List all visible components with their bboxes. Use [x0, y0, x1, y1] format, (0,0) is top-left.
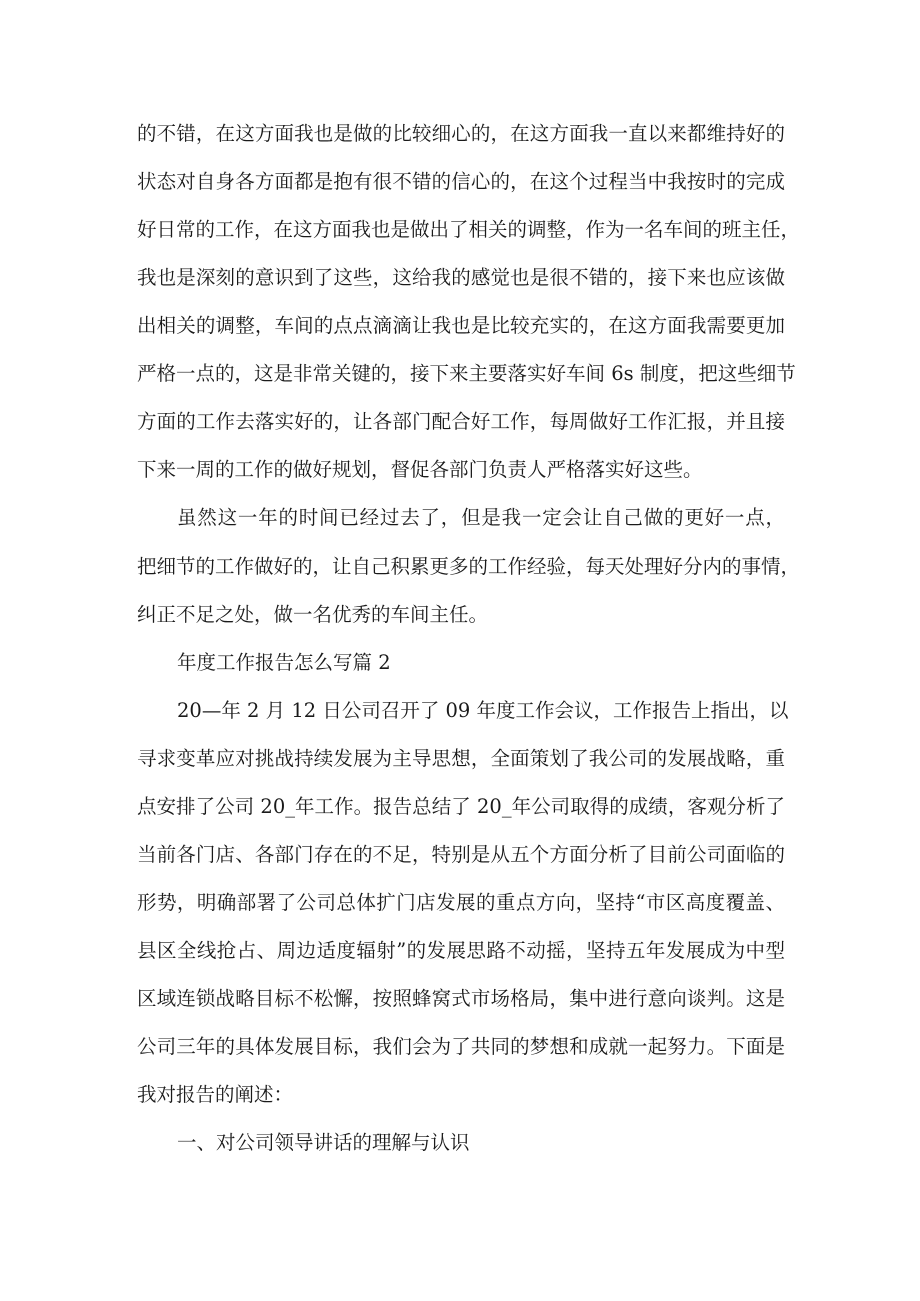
- subsection-title: 一、对公司领导讲话的理解与认识: [177, 1131, 470, 1154]
- paragraph-2-line-1: 虽然这一年的时间已经过去了，但是我一定会让自己做的更好一点，: [177, 506, 785, 529]
- paragraph-1-line-2: 状态对自身各方面都是抱有很不错的信心的，在这个过程当中我按时的完成: [137, 170, 785, 193]
- paragraph-3-line-5: 形势，明确部署了公司总体扩门店发展的重点方向，坚持“市区高度覆盖、: [137, 891, 785, 914]
- paragraph-2-line-3: 纠正不足之处，做一名优秀的车间主任。: [137, 603, 489, 626]
- paragraph-3-line-4: 当前各门店、各部门存在的不足，特别是从五个方面分析了目前公司面临的: [137, 843, 785, 866]
- paragraph-3-line-9: 我对报告的阐述：: [137, 1083, 294, 1106]
- paragraph-1-line-6: 严格一点的，这是非常关键的，接下来主要落实好车间 6s 制度，把这些细节: [137, 362, 796, 385]
- paragraph-1-line-7: 方面的工作去落实好的，让各部门配合好工作，每周做好工作汇报，并且接: [137, 410, 785, 433]
- paragraph-1-line-3: 好日常的工作，在这方面我也是做出了相关的调整，作为一名车间的班主任，: [137, 218, 801, 241]
- paragraph-1-line-8: 下来一周的工作的做好规划，督促各部门负责人严格落实好这些。: [137, 458, 703, 481]
- paragraph-3-line-6: 县区全线抢占、周边适度辐射”的发展思路不动摇，坚持五年发展成为中型: [137, 939, 785, 962]
- paragraph-1-line-5: 出相关的调整，车间的点点滴滴让我也是比较充实的，在这方面我需要更加: [137, 314, 785, 337]
- section-heading: 年度工作报告怎么写篇 2: [177, 651, 391, 674]
- paragraph-3-line-2: 寻求变革应对挑战持续发展为主导思想，全面策划了我公司的发展战略，重: [137, 747, 785, 770]
- paragraph-3-line-7: 区域连锁战略目标不松懈，按照蜂窝式市场格局，集中进行意向谈判。这是: [137, 987, 785, 1010]
- paragraph-3-line-1: 20—年 2 月 12 日公司召开了 09 年度工作会议，工作报告上指出，以: [177, 699, 789, 722]
- paragraph-1-line-4: 我也是深刻的意识到了这些，这给我的感觉也是很不错的，接下来也应该做: [137, 266, 785, 289]
- paragraph-3-line-8: 公司三年的具体发展目标，我们会为了共同的梦想和成就一起努力。下面是: [137, 1035, 785, 1058]
- paragraph-3-line-3: 点安排了公司 20_年工作。报告总结了 20_年公司取得的成绩，客观分析了: [137, 795, 785, 818]
- paragraph-2-line-2: 把细节的工作做好的，让自己积累更多的工作经验，每天处理好分内的事情，: [137, 555, 801, 578]
- paragraph-1-line-1: 的不错，在这方面我也是做的比较细心的，在这方面我一直以来都维持好的: [137, 122, 785, 145]
